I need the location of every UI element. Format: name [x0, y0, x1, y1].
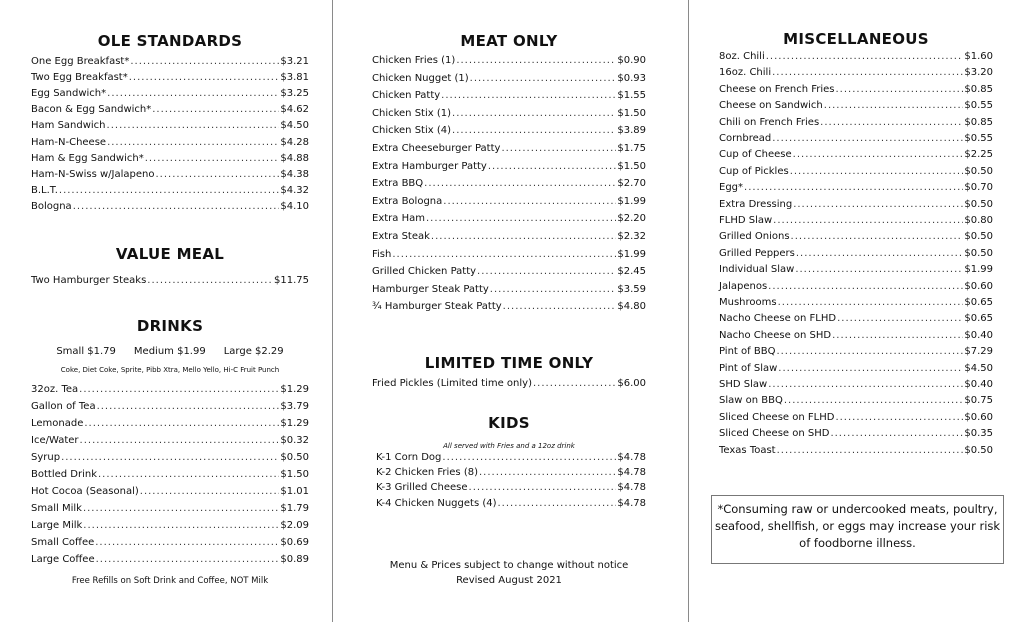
- dot-leader: [426, 213, 616, 224]
- menu-item-row: [719, 379, 993, 393]
- menu-item-name: Cheese on French Fries: [719, 83, 835, 95]
- menu-item-price: $1.29: [280, 384, 309, 395]
- dot-leader: [130, 56, 279, 67]
- drink-sizes: [31, 346, 309, 357]
- menu-item-name: Bacon & Egg Sandwich*: [31, 104, 152, 116]
- dot-leader: [768, 379, 963, 390]
- menu-item-name: Syrup: [31, 452, 61, 463]
- menu-item-name: Cup of Pickles: [719, 165, 789, 177]
- menu-item-name: Grilled Peppers: [719, 247, 795, 259]
- dot-leader: [777, 445, 964, 456]
- menu-item-name: Extra Ham: [372, 213, 425, 225]
- menu-item-price: $3.79: [280, 401, 309, 412]
- menu-item-row: [719, 100, 993, 114]
- menu-item-name: ¾ Hamburger Steak Patty: [372, 301, 502, 313]
- dot-leader: [155, 169, 279, 180]
- menu-item-row: [372, 73, 646, 87]
- menu-item-row: [719, 412, 993, 426]
- menu-item-price: $2.45: [617, 266, 646, 278]
- dot-leader: [791, 231, 964, 242]
- menu-item-price: $0.85: [964, 83, 993, 95]
- menu-item-price: $2.09: [280, 520, 309, 531]
- dot-leader: [83, 520, 279, 531]
- dot-leader: [96, 554, 280, 565]
- menu-item-row: [31, 185, 309, 199]
- menu-item-name: Pint of Slaw: [719, 362, 778, 374]
- dot-leader: [488, 161, 617, 172]
- menu-item-row: [719, 67, 993, 81]
- dot-leader: [824, 100, 964, 111]
- dot-leader: [107, 137, 279, 148]
- dot-leader: [98, 469, 279, 480]
- menu-item-name: Grilled Chicken Patty: [372, 266, 477, 278]
- menu-item-row: [372, 301, 646, 315]
- menu-item-row: [719, 149, 993, 163]
- menu-item-price: $11.75: [274, 275, 309, 286]
- menu-item-name: Lemonade: [31, 418, 84, 429]
- menu-item-name: Ice/Water: [31, 435, 79, 446]
- menu-item-price: $3.25: [280, 88, 309, 100]
- dot-leader: [793, 199, 963, 210]
- dot-leader: [766, 51, 964, 62]
- dot-leader: [392, 249, 616, 260]
- menu-item-row: [31, 503, 309, 517]
- size-medium: Medium $1.99: [133, 346, 206, 357]
- menu-item-price: $4.78: [617, 467, 646, 479]
- section-title-ole-standards: OLE STANDARDS: [97, 32, 243, 50]
- menu-item-row: [372, 266, 646, 280]
- menu-item-price: $0.65: [964, 313, 993, 325]
- menu-item-row: [719, 199, 993, 213]
- dot-leader: [784, 395, 964, 406]
- menu-item-price: $1.79: [280, 503, 309, 514]
- menu-item-price: $1.99: [964, 264, 993, 276]
- menu-item-name: Mushrooms: [719, 297, 777, 308]
- menu-item-name: Nacho Cheese on FLHD: [719, 313, 837, 325]
- dot-leader: [431, 231, 616, 242]
- dot-leader: [469, 482, 617, 493]
- menu-item-price: $0.90: [617, 55, 646, 66]
- menu-item-row: [31, 452, 309, 466]
- menu-item-name: Large Milk: [31, 520, 83, 531]
- menu-item-price: $0.55: [964, 133, 993, 144]
- menu-item-name: K-3 Grilled Cheese: [376, 482, 468, 494]
- menu-item-row: [719, 363, 993, 377]
- dot-leader: [79, 384, 279, 395]
- dot-leader: [795, 264, 963, 275]
- menu-item-name: FLHD Slaw: [719, 215, 773, 226]
- menu-item-price: $0.70: [964, 182, 993, 194]
- menu-item-row: [719, 346, 993, 360]
- menu-item-name: Extra Dressing: [719, 198, 793, 210]
- menu-item-price: $4.38: [280, 168, 309, 180]
- menu-item-name: Ham & Egg Sandwich*: [31, 152, 144, 164]
- size-small: Small $1.79: [56, 346, 116, 357]
- dot-leader: [442, 452, 616, 463]
- menu-item-row: [31, 72, 309, 86]
- menu-item-price: $2.25: [964, 149, 993, 161]
- dot-leader: [498, 498, 617, 509]
- refills-note: Free Refills on Soft Drink and Coffee, NOT Milk: [71, 576, 269, 586]
- dot-leader: [452, 108, 616, 119]
- menu-item-name: Chicken Stix (4): [372, 125, 452, 137]
- menu-item-price: $0.60: [964, 280, 993, 292]
- dot-leader: [790, 166, 964, 177]
- dot-leader: [773, 215, 963, 226]
- dot-leader: [778, 363, 963, 374]
- menu-item-price: $1.01: [280, 486, 309, 497]
- menu-item-price: $0.93: [617, 72, 646, 84]
- menu-item-name: 16oz. Chili: [719, 67, 772, 79]
- menu-item-row: [372, 284, 646, 298]
- dot-leader: [503, 301, 617, 312]
- dot-leader: [768, 281, 963, 292]
- menu-item-price: $6.00: [617, 378, 646, 389]
- food-safety-warning: *Consuming raw or undercooked meats, poultry, seafood, shellfish, or eggs may increase your risk of foodborne illness.: [711, 495, 1004, 564]
- menu-item-name: Ham Sandwich: [31, 120, 106, 132]
- menu-item-name: Hot Cocoa (Seasonal): [31, 486, 139, 497]
- menu-item-name: Chicken Nugget (1): [372, 72, 469, 84]
- menu-item-price: $3.89: [617, 125, 646, 137]
- menu-item-row: [719, 231, 993, 245]
- menu-item-name: Cornbread: [719, 133, 772, 144]
- dot-leader: [145, 153, 280, 164]
- menu-item-price: $0.50: [964, 231, 993, 243]
- dot-leader: [140, 486, 280, 497]
- dot-leader: [832, 330, 963, 341]
- menu-item-name: Hamburger Steak Patty: [372, 283, 489, 295]
- menu-item-name: Extra Hamburger Patty: [372, 160, 487, 172]
- dot-leader: [837, 313, 963, 324]
- menu-item-row: [719, 313, 993, 327]
- menu-item-price: $3.21: [280, 56, 309, 67]
- dot-leader: [129, 72, 280, 83]
- dot-leader: [80, 435, 280, 446]
- menu-item-price: $0.60: [964, 411, 993, 423]
- menu-item-price: $4.10: [280, 200, 309, 212]
- dot-leader: [443, 196, 616, 207]
- footer-prices-notice: Menu & Prices subject to change without notice: [389, 560, 629, 571]
- menu-item-price: $0.50: [964, 198, 993, 210]
- section-title-value-meal: VALUE MEAL: [115, 245, 225, 263]
- menu-item-name: Egg*: [719, 182, 744, 194]
- menu-item-row: [31, 435, 309, 449]
- menu-item-name: Cheese on Sandwich: [719, 100, 823, 112]
- menu-item-row: [372, 108, 646, 122]
- menu-item-name: K-1 Corn Dog: [376, 452, 442, 463]
- menu-item-row: [719, 166, 993, 180]
- menu-item-row: [31, 418, 309, 432]
- menu-item-row: [31, 486, 309, 500]
- dot-leader: [533, 378, 616, 389]
- menu-item-price: $4.78: [617, 482, 646, 494]
- menu-item-name: Ham-N-Cheese: [31, 136, 107, 148]
- menu-item-price: $3.59: [617, 283, 646, 295]
- dot-leader: [470, 73, 617, 84]
- menu-item-price: $4.88: [280, 152, 309, 164]
- menu-item-name: Small Coffee: [31, 537, 95, 548]
- dot-leader: [836, 84, 964, 95]
- menu-item-row: [719, 428, 993, 442]
- menu-item-row: [719, 330, 993, 344]
- menu-item-price: $0.55: [964, 100, 993, 112]
- menu-item-row: [372, 143, 646, 157]
- menu-item-price: $0.50: [964, 444, 993, 456]
- menu-item-name: K-4 Chicken Nuggets (4): [376, 497, 497, 509]
- menu-item-name: Pint of BBQ: [719, 346, 776, 358]
- menu-item-row: [372, 90, 646, 104]
- dot-leader: [452, 125, 616, 136]
- menu-item-price: $0.50: [280, 452, 309, 463]
- menu-item-name: Slaw on BBQ: [719, 395, 783, 407]
- menu-item-row: [719, 281, 993, 295]
- menu-item-name: One Egg Breakfast*: [31, 56, 130, 67]
- menu-item-name: Extra Steak: [372, 231, 430, 242]
- menu-item-price: $2.20: [617, 213, 646, 225]
- menu-item-price: $1.50: [280, 469, 309, 480]
- menu-item-price: $0.35: [964, 428, 993, 440]
- dot-leader: [83, 503, 279, 514]
- dot-leader: [490, 284, 617, 295]
- menu-item-price: $0.69: [280, 537, 309, 548]
- menu-item-name: SHD Slaw: [719, 379, 768, 390]
- dot-leader: [501, 143, 616, 154]
- footer-revised: Revised August 2021: [456, 575, 562, 586]
- menu-item-name: Two Egg Breakfast*: [31, 72, 128, 84]
- menu-item-row: [372, 125, 646, 139]
- menu-item-name: Fish: [372, 248, 392, 260]
- menu-item-name: Jalapenos: [719, 280, 768, 292]
- menu-item-price: $0.32: [280, 435, 309, 446]
- menu-item-price: $0.40: [964, 329, 993, 341]
- menu-item-price: $4.50: [280, 120, 309, 132]
- dot-leader: [830, 428, 963, 439]
- menu-item-row: [372, 55, 646, 69]
- dot-leader: [424, 178, 616, 189]
- menu-item-price: $4.28: [280, 136, 309, 148]
- menu-item-price: $1.60: [964, 51, 993, 62]
- dot-leader: [147, 275, 273, 286]
- dot-leader: [107, 88, 279, 99]
- menu-item-price: $1.99: [617, 248, 646, 260]
- menu-item-price: $1.55: [617, 90, 646, 102]
- menu-item-name: Egg Sandwich*: [31, 88, 107, 100]
- menu-item-name: 8oz. Chili: [719, 51, 765, 62]
- menu-item-row: [31, 169, 309, 183]
- dot-leader: [441, 90, 616, 101]
- kids-note: All served with Fries and a 12oz drink: [443, 442, 575, 450]
- column-divider-left: [332, 0, 333, 622]
- menu-item-row: [372, 161, 646, 175]
- menu-item-row: [372, 178, 646, 192]
- menu-item-row: [719, 182, 993, 196]
- menu-item-row: [376, 467, 646, 481]
- menu-item-name: Large Coffee: [31, 554, 95, 565]
- menu-item-name: Bottled Drink: [31, 469, 97, 480]
- section-title-miscellaneous: MISCELLANEOUS: [783, 30, 929, 48]
- dot-leader: [456, 55, 616, 66]
- menu-item-name: Individual Slaw: [719, 264, 795, 276]
- menu-item-price: $0.50: [964, 247, 993, 259]
- dot-leader: [479, 467, 616, 478]
- menu-item-name: Grilled Onions: [719, 231, 790, 243]
- size-large: Large $2.29: [223, 346, 284, 357]
- menu-item-row: [719, 133, 993, 147]
- menu-item-row: [31, 104, 309, 118]
- menu-item-row: [376, 482, 646, 496]
- menu-item-row: [31, 56, 309, 70]
- menu-item-name: Extra BBQ: [372, 178, 424, 190]
- menu-item-price: $7.29: [964, 346, 993, 358]
- menu-item-row: [31, 201, 309, 215]
- menu-item-price: $1.50: [617, 160, 646, 172]
- dot-leader: [97, 401, 280, 412]
- dot-leader: [772, 67, 963, 78]
- menu-item-price: $1.50: [617, 107, 646, 119]
- section-title-limited-time: LIMITED TIME ONLY: [424, 354, 594, 372]
- menu-item-row: [719, 215, 993, 229]
- menu-item-name: Texas Toast: [719, 444, 776, 456]
- menu-item-name: Extra Cheeseburger Patty: [372, 143, 501, 154]
- dot-leader: [776, 346, 963, 357]
- menu-item-row: [31, 469, 309, 483]
- menu-item-row: [31, 153, 309, 167]
- menu-item-name: Bologna: [31, 200, 72, 212]
- menu-item-row: [372, 231, 646, 245]
- menu-item-row: [31, 520, 309, 534]
- menu-item-name: B.L.T.: [31, 184, 58, 196]
- menu-item-name: Sliced Cheese on SHD: [719, 428, 830, 440]
- menu-item-name: Extra Bologna: [372, 195, 443, 207]
- menu-item-price: $3.81: [280, 72, 309, 84]
- menu-item-name: 32oz. Tea: [31, 384, 79, 395]
- menu-item-price: $4.78: [617, 452, 646, 463]
- dot-leader: [778, 297, 964, 308]
- menu-item-name: Two Hamburger Steaks: [31, 275, 147, 286]
- section-title-meat-only: MEAT ONLY: [460, 32, 558, 50]
- dot-leader: [744, 182, 963, 193]
- menu-item-price: $0.80: [964, 215, 993, 226]
- menu-item-row: [719, 117, 993, 131]
- dot-leader: [95, 537, 279, 548]
- menu-item-row: [372, 196, 646, 210]
- dot-leader: [793, 149, 964, 160]
- dot-leader: [820, 117, 963, 128]
- menu-item-price: $4.80: [617, 301, 646, 313]
- menu-item-row: [31, 88, 309, 102]
- menu-item-price: $0.85: [964, 116, 993, 128]
- menu-item-price: $2.70: [617, 178, 646, 190]
- menu-item-name: K-2 Chicken Fries (8): [376, 467, 478, 479]
- menu-item-price: $4.62: [280, 104, 309, 116]
- menu-item-row: [719, 51, 993, 65]
- menu-item-name: Sliced Cheese on FLHD: [719, 411, 835, 423]
- menu-item-row: [719, 395, 993, 409]
- menu-item-row: [372, 249, 646, 263]
- menu-item-row: [372, 378, 646, 392]
- dot-leader: [84, 418, 279, 429]
- menu-item-row: [31, 275, 309, 289]
- menu-item-row: [31, 537, 309, 551]
- menu-item-price: $0.40: [964, 379, 993, 390]
- dot-leader: [61, 452, 279, 463]
- soda-list: Coke, Diet Coke, Sprite, Pibb Xtra, Mello Yello, Hi-C Fruit Punch: [60, 366, 280, 374]
- dot-leader: [107, 120, 280, 131]
- menu-item-row: [719, 84, 993, 98]
- menu-item-name: Fried Pickles (Limited time only): [372, 378, 532, 389]
- menu-item-price: $0.65: [964, 297, 993, 308]
- menu-item-name: Chicken Stix (1): [372, 107, 452, 119]
- dot-leader: [59, 185, 279, 196]
- menu-item-price: $4.78: [617, 497, 646, 509]
- dot-leader: [73, 201, 280, 212]
- dot-leader: [835, 412, 963, 423]
- menu-item-price: $0.89: [280, 554, 309, 565]
- menu-item-name: Nacho Cheese on SHD: [719, 329, 832, 341]
- menu-item-name: Cup of Cheese: [719, 149, 792, 161]
- menu-item-row: [31, 384, 309, 398]
- dot-leader: [477, 266, 616, 277]
- menu-item-price: $3.20: [964, 67, 993, 79]
- menu-item-row: [31, 120, 309, 134]
- menu-item-price: $0.75: [964, 395, 993, 407]
- menu-item-price: $1.99: [617, 195, 646, 207]
- dot-leader: [796, 248, 963, 259]
- menu-item-row: [719, 445, 993, 459]
- section-title-drinks: DRINKS: [136, 317, 204, 335]
- menu-item-name: Small Milk: [31, 503, 82, 514]
- menu-item-row: [31, 137, 309, 151]
- menu-item-row: [376, 498, 646, 512]
- dot-leader: [772, 133, 963, 144]
- dot-leader: [152, 104, 279, 115]
- menu-item-row: [719, 297, 993, 311]
- menu-item-price: $4.50: [964, 362, 993, 374]
- menu-item-name: Chicken Patty: [372, 90, 441, 102]
- menu-item-row: [376, 452, 646, 466]
- menu-item-row: [31, 401, 309, 415]
- menu-item-price: $1.75: [617, 143, 646, 154]
- menu-item-price: $4.32: [280, 184, 309, 196]
- column-divider-right: [688, 0, 689, 622]
- menu-item-name: Gallon of Tea: [31, 401, 96, 412]
- section-title-kids: KIDS: [488, 414, 530, 432]
- menu-item-row: [719, 264, 993, 278]
- menu-item-row: [719, 248, 993, 262]
- menu-item-row: [31, 554, 309, 568]
- menu-item-price: $1.29: [280, 418, 309, 429]
- menu-item-row: [372, 213, 646, 227]
- menu-item-name: Chili on French Fries: [719, 116, 820, 128]
- menu-item-name: Ham-N-Swiss w/Jalapeno: [31, 168, 155, 180]
- menu-item-price: $0.50: [964, 165, 993, 177]
- menu-item-price: $2.32: [617, 231, 646, 242]
- menu-item-name: Chicken Fries (1): [372, 55, 456, 66]
